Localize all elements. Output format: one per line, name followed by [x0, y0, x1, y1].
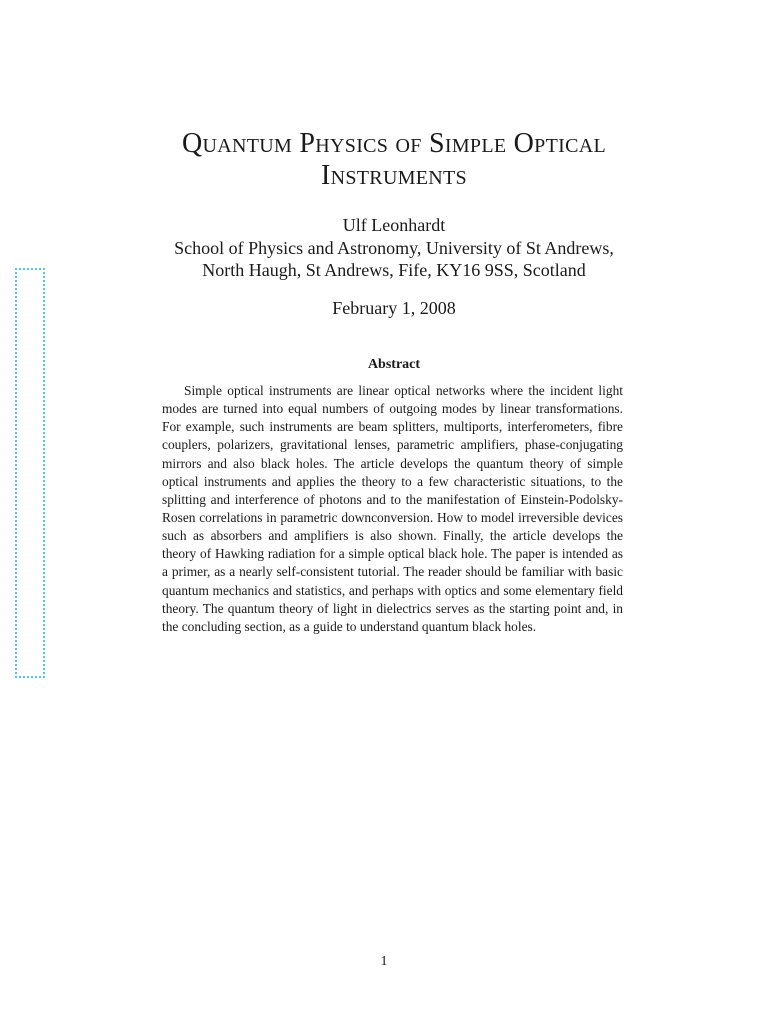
paper-title [120, 128, 668, 192]
paper-title-line-2: Instruments [321, 160, 467, 191]
author-name: Ulf Leonhardt [342, 215, 446, 235]
affiliation-line-2: North Haugh, St Andrews, Fife, KY16 9SS, Scotland [202, 260, 586, 280]
paper-date: February 1, 2008 [332, 298, 456, 318]
margin-stamp-frame [15, 268, 45, 678]
paper-title-line-1: Quantum Physics of Simple Optical [182, 128, 606, 159]
affiliation-line-1: School of Physics and Astronomy, University of St Andrews, [174, 237, 614, 258]
abstract-body: Simple optical instruments are linear optical networks where the incident light modes are turned into equal numbers of outgoing modes by linear transformations. For example, such instruments are beam splitters, multiports, interferometers, fibre couplers, polarizers, gravitational lenses, parametric amplifiers, phase-conjugating mirrors and also black holes. The article develops the quantum theory of simple optical instruments and applies the theory to a few characteristic situations, to the splitting and interference of photons and to the manifestation of Einstein-Podolsky-Rosen correlations in parametric downconversion. How to model irreversible devices such as absorbers and amplifiers is also shown. Finally, the article develops the theory of Hawking radiation for a simple optical black hole. The paper is intended as a primer, as a nearly self-consistent tutorial. The reader should be familiar with basic quantum mechanics and statistics, and perhaps with optics and some elementary field theory. The quantum theory of light in dielectrics serves as the starting point and, in the concluding section, as a guide to understand quantum black holes. [162, 383, 623, 634]
page-number: 1 [380, 954, 388, 969]
abstract-heading: Abstract [367, 357, 421, 372]
author-block [120, 214, 668, 282]
